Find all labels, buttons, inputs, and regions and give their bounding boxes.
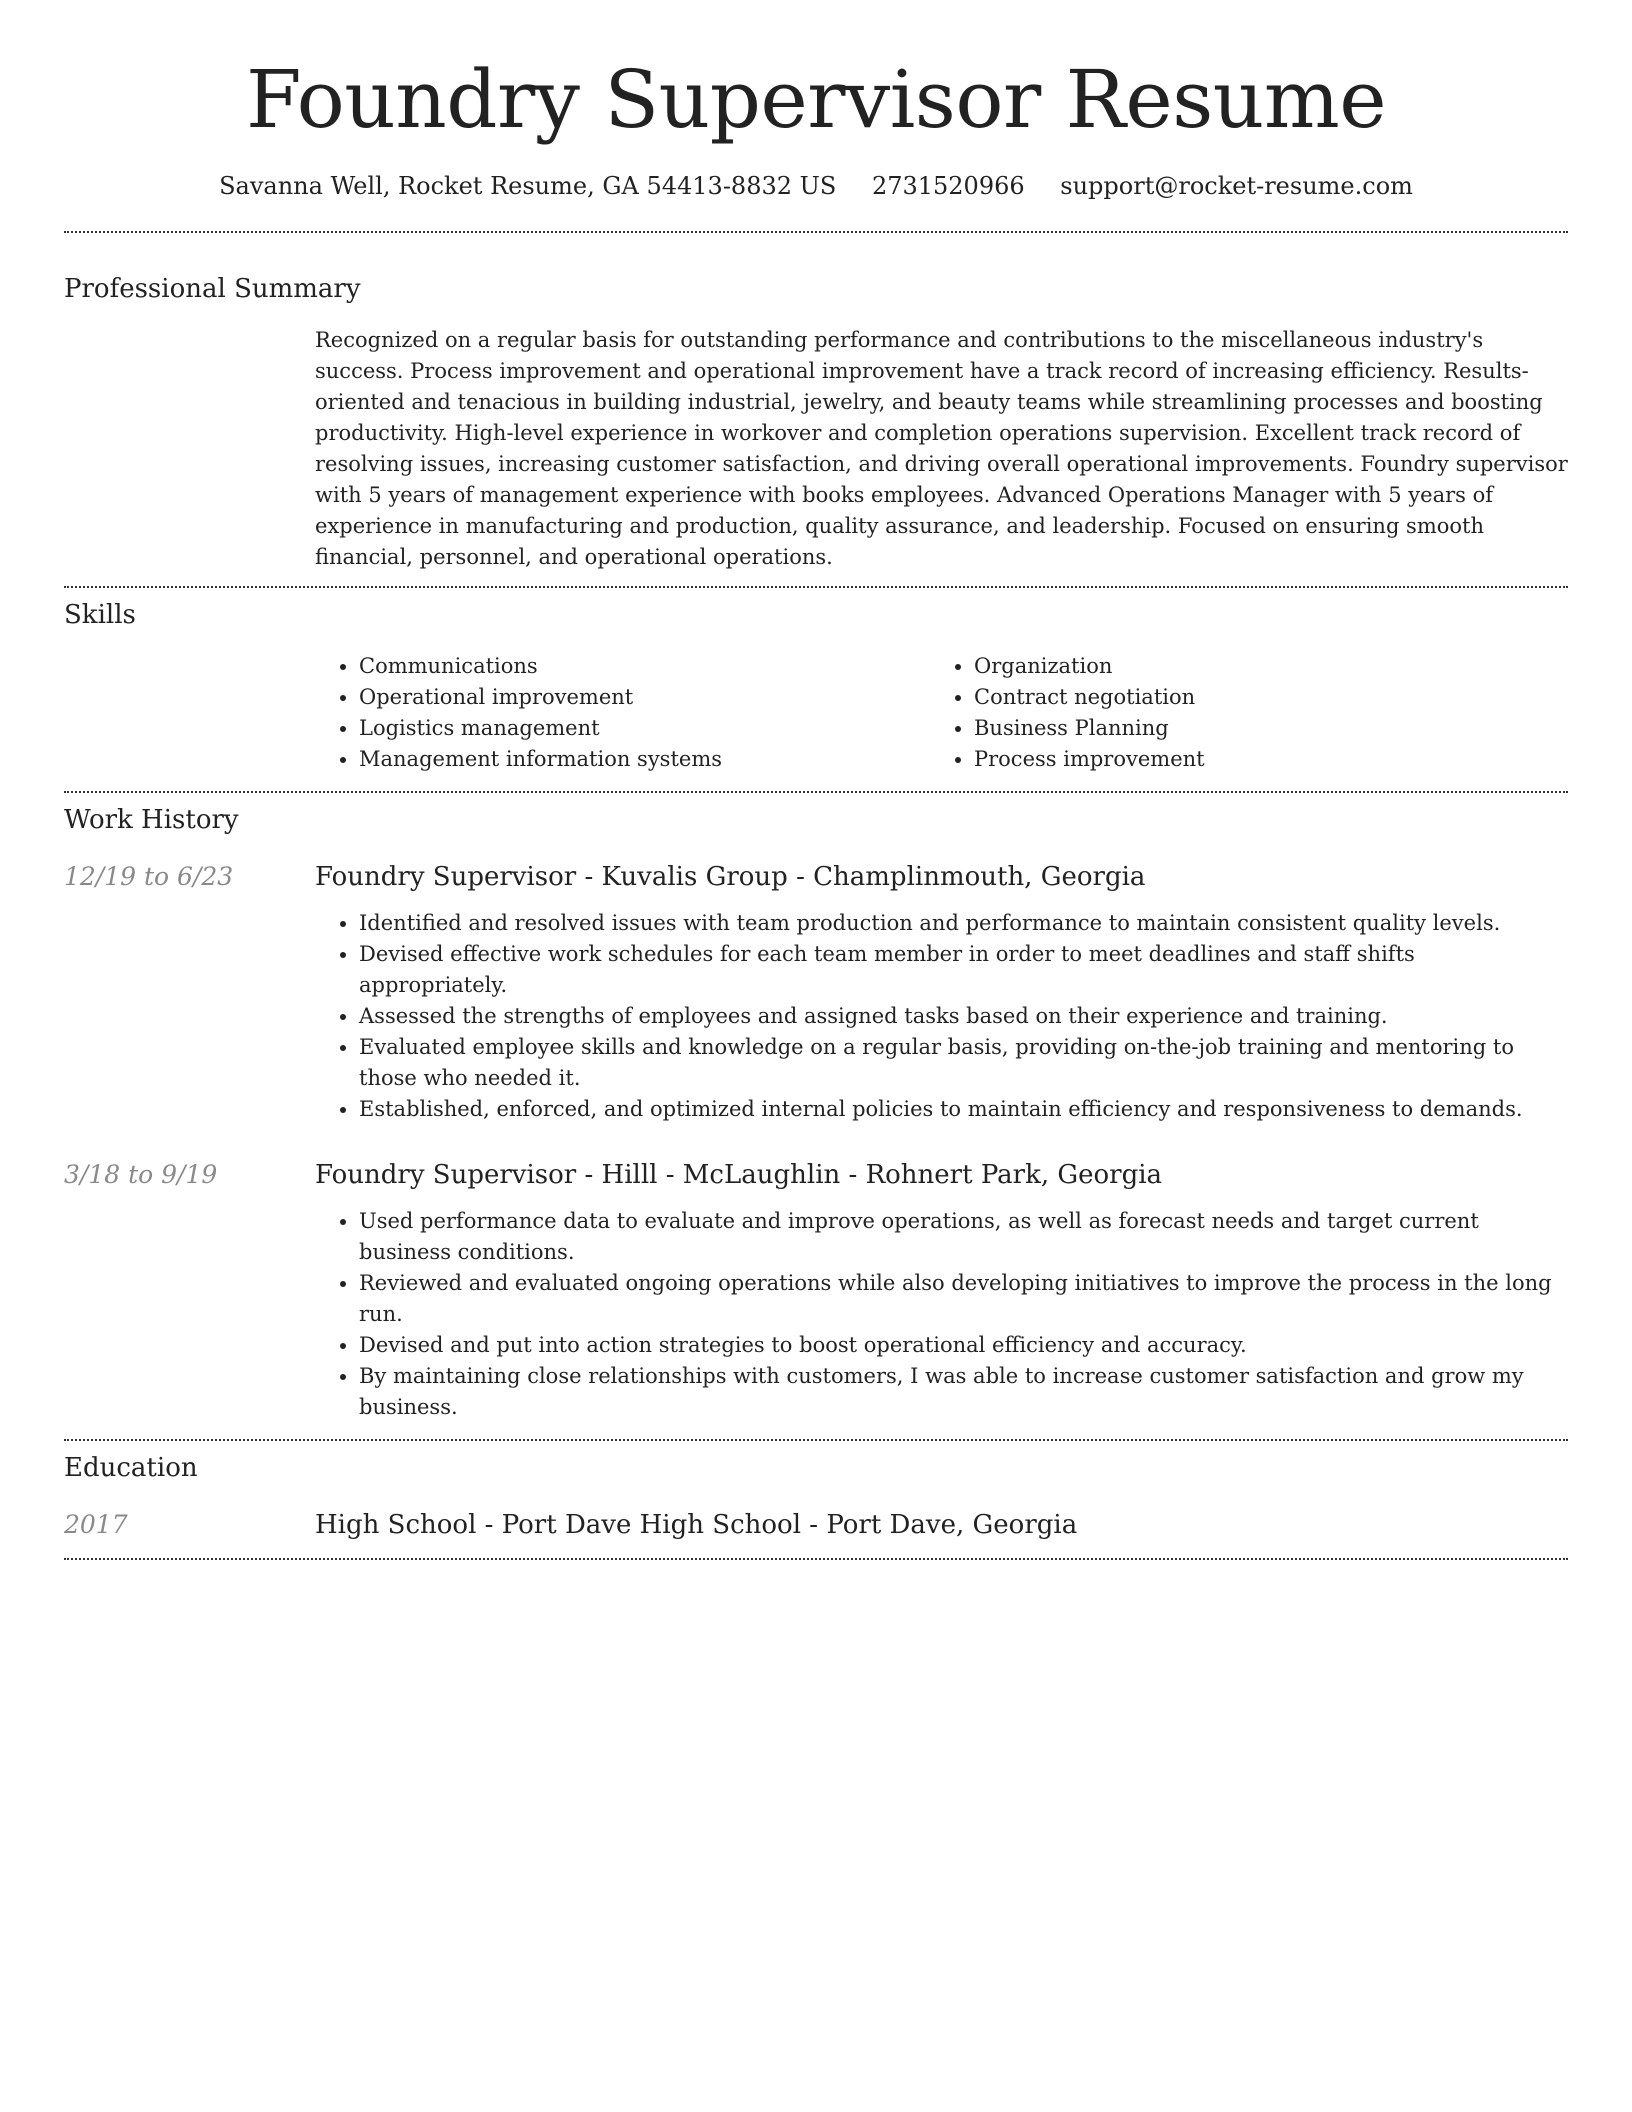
skills-heading: Skills [64,600,136,630]
job-bullet: • Assessed the strengths of employees and assigned tasks based on their experience and training. [359,1001,1568,1032]
job-bullets [315,908,1568,1125]
job-bullet: • Established, enforced, and optimized internal policies to maintain efficiency and responsiveness to demands. [359,1094,1568,1125]
education-school: - Port Dave High School - Port Dave, Georgia [476,1510,1078,1540]
skills-section [64,588,1568,791]
education-degree: High School [315,1510,477,1540]
job-entry [64,860,1568,1125]
work-heading: Work History [64,805,239,835]
job-bullet: • Reviewed and evaluated ongoing operations while also developing initiatives to improve the process in the long run. [359,1268,1568,1330]
job-date: 3/18 to 9/19 [64,1160,218,1189]
skills-list-right [930,651,1545,775]
job-bullet: • Devised and put into action strategies to boost operational efficiency and accuracy. [359,1330,1568,1361]
job-bullet: • Used performance data to evaluate and improve operations, as well as forecast needs and target current business conditions. [359,1206,1568,1268]
skill-item: • Management information systems [359,744,930,775]
summary-text: Recognized on a regular basis for outstanding performance and contributions to the miscellaneous industry's success. Process improvement and operational improvement have a track record of increasing efficiency. Results-oriented and tenacious in building industrial, jewelry, and beauty teams while streamlining processes and boosting productivity. High-level experience in workover and completion operations supervision. Excellent track record of resolving issues, increasing customer satisfaction, and driving overall operational improvements. Foundry supervisor with 5 years of management experience with books employees. Advanced Operations Manager with 5 years of experience in manufacturing and production, quality assurance, and leadership. Focused on ensuring smooth financial, personnel, and operational operations. [315,328,1568,569]
education-date: 2017 [64,1510,128,1539]
contact-email[interactable]: support@rocket-resume.com [1060,172,1413,200]
skill-item: • Logistics management [359,713,930,744]
job-date: 12/19 to 6/23 [64,862,234,891]
education-heading: Education [64,1453,198,1483]
skill-item: • Process improvement [974,744,1545,775]
education-entry [64,1508,1568,1542]
job-title: Foundry Supervisor - Hilll - McLaughlin - Rohnert Park, Georgia [315,1160,1163,1190]
page-title: Foundry Supervisor Resume [245,53,1387,146]
summary-section [64,233,1568,586]
resume-page [64,0,1568,1560]
divider [64,1558,1568,1560]
skill-item: • Organization [974,651,1545,682]
work-section [64,793,1568,1439]
job-bullet: • Devised effective work schedules for each team member in order to meet deadlines and staff shifts appropriately. [359,939,1568,1001]
skill-item: • Contract negotiation [974,682,1545,713]
job-bullet: • Evaluated employee skills and knowledge on a regular basis, providing on-the-job training and mentoring to those who needed it. [359,1032,1568,1094]
skill-item: • Communications [359,651,930,682]
skill-item: • Operational improvement [359,682,930,713]
contact-phone: 2731520966 [871,172,1025,200]
job-title: Foundry Supervisor - Kuvalis Group - Champlinmouth, Georgia [315,862,1146,892]
job-entry [64,1158,1568,1423]
contact-line [64,170,1568,202]
skills-list-left [315,651,930,775]
education-section [64,1441,1568,1558]
job-bullets [315,1206,1568,1423]
job-bullet: • By maintaining close relationships with customers, I was able to increase customer satisfaction and grow my business. [359,1361,1568,1423]
skill-item: • Business Planning [974,713,1545,744]
contact-address: Savanna Well, Rocket Resume, GA 54413-8832 US [219,172,837,200]
job-bullet: • Identified and resolved issues with team production and performance to maintain consistent quality levels. [359,908,1568,939]
education-title [315,1508,1568,1542]
summary-heading: Professional Summary [64,274,361,304]
